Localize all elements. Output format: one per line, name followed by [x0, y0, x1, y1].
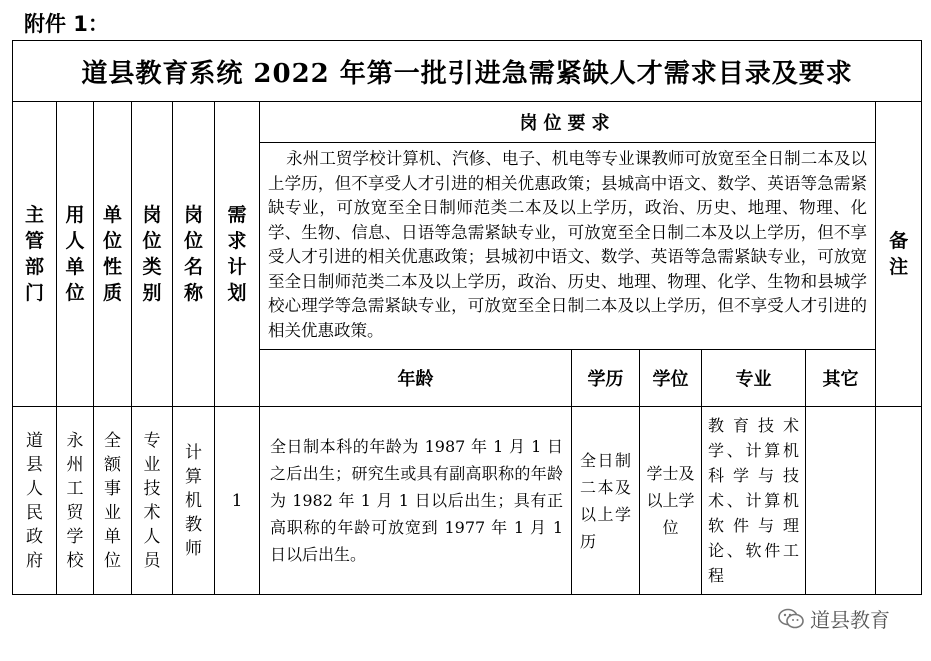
cell-education: 全日制二本及以上学历 — [572, 407, 640, 595]
cell-major: 教育技术学、计算机科学与技术、计算机软件与理论、软件工程 — [702, 407, 806, 595]
wechat-watermark — [778, 604, 890, 633]
cell-unit: 永州工贸学校 — [57, 407, 94, 595]
header-age: 年龄 — [260, 350, 572, 407]
requirements-table — [12, 40, 922, 595]
header-degree: 学位 — [640, 350, 702, 407]
cell-remark — [876, 407, 922, 595]
table-row — [13, 407, 922, 595]
header-education: 学历 — [572, 350, 640, 407]
cell-degree: 学士及以上学位 — [640, 407, 702, 595]
header-requirements: 岗位要求 — [260, 102, 876, 143]
cell-category: 专业技术人员 — [132, 407, 173, 595]
cell-age: 全日制本科的年龄为 1987 年 1 月 1 日之后出生；研究生或具有副高职称的年龄为 1982 年 1 月 1 日以后出生；具有正高职称的年龄可放宽到 1977 年 1 月 1 日以后出生。 — [260, 407, 572, 595]
header-plan: 需求计划 — [215, 102, 260, 407]
header-dept: 主管部门 — [13, 102, 57, 407]
cell-position: 计算机教师 — [173, 407, 215, 595]
header-unit: 用人单位 — [57, 102, 94, 407]
cell-other — [806, 407, 876, 595]
header-nature: 单位性质 — [94, 102, 132, 407]
header-other: 其它 — [806, 350, 876, 407]
cell-nature: 全额事业单位 — [94, 407, 132, 595]
watermark-text: 道县教育 — [810, 608, 890, 632]
header-category: 岗位类别 — [132, 102, 173, 407]
attachment-label: 附件 1： — [24, 12, 109, 36]
cell-dept: 道县人民政府 — [13, 407, 57, 595]
cell-plan: 1 — [215, 407, 260, 595]
table-title: 道县教育系统 2022 年第一批引进急需紧缺人才需求目录及要求 — [13, 41, 922, 102]
wechat-icon — [778, 608, 804, 630]
header-remark: 备注 — [876, 102, 922, 407]
header-major: 专业 — [702, 350, 806, 407]
requirements-note: 永州工贸学校计算机、汽修、电子、机电等专业课教师可放宽至全日制二本及以上学历，但不享受人才引进的相关优惠政策；县城高中语文、数学、英语等急需紧缺专业，可放宽至全日制师范类二本及以上学历，政治、历史、地理、物理、化学、生物、信息、日语等急需紧缺专业，可放宽至全日制二本及以上学历，但不享受人才引进的相关优惠政策；县城初中语文、数学、英语等急需紧缺专业，可放宽至全日制师范类二本及以上学历，政治、历史、地理、物理、化学、生物和县城学校心理学等急需紧缺专业，可放宽至全日制二本及以上学历，但不享受人才引进的相关优惠政策。 — [260, 143, 876, 350]
header-position: 岗位名称 — [173, 102, 215, 407]
